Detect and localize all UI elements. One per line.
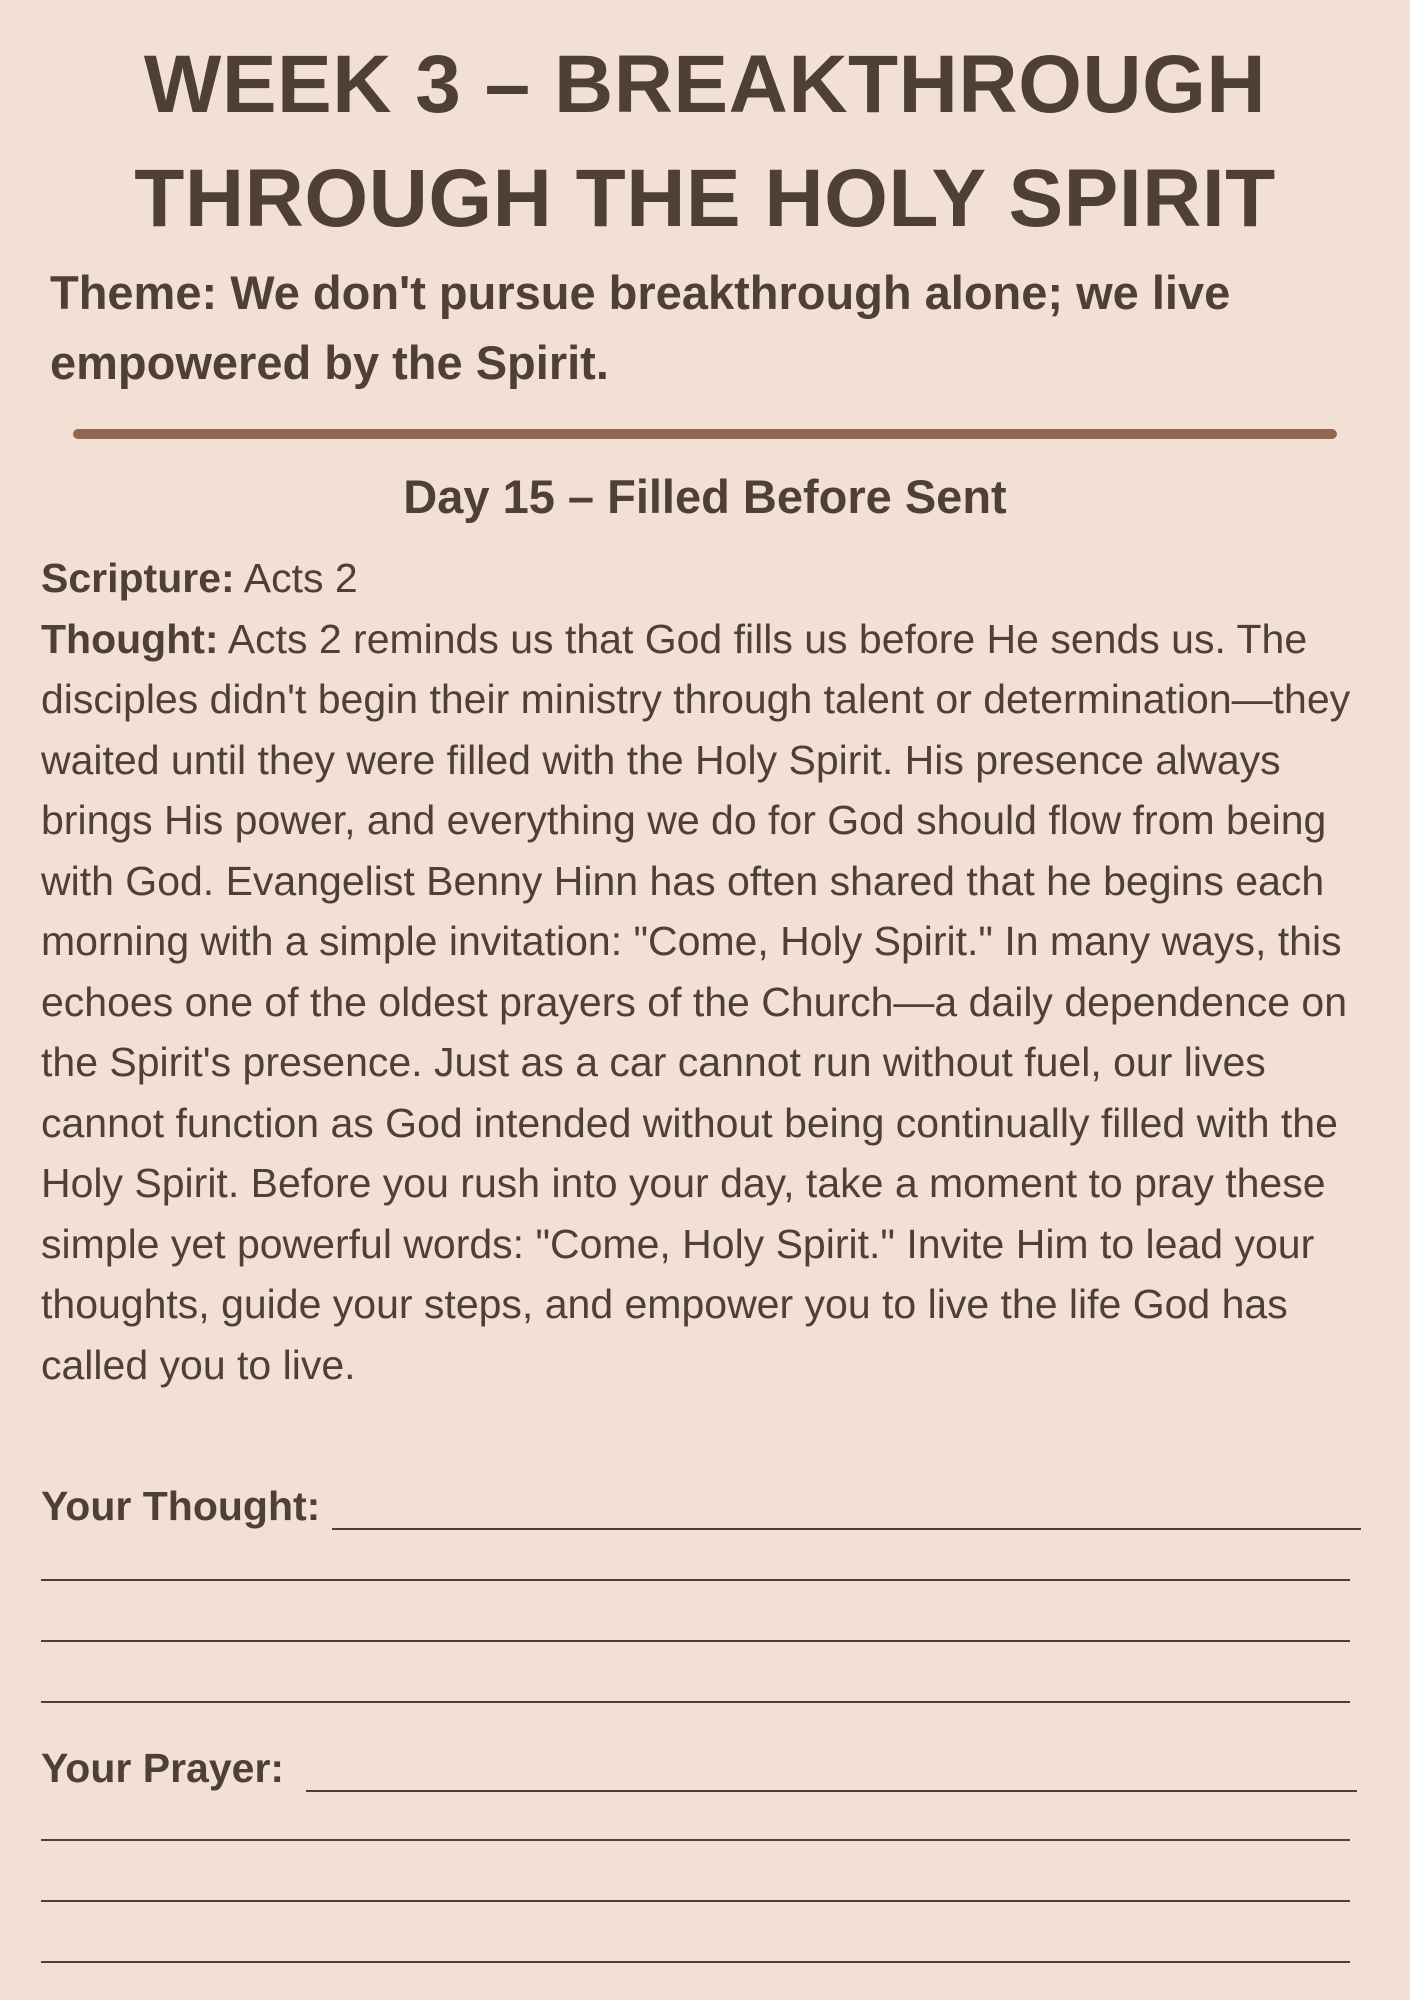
your-prayer-blank-line[interactable] bbox=[41, 1961, 1350, 1963]
theme-label: Theme: bbox=[50, 266, 218, 319]
your-prayer-row bbox=[41, 1732, 1357, 1792]
scripture-reference: Acts 2 bbox=[243, 555, 358, 601]
thought-paragraph bbox=[41, 609, 1371, 1396]
theme-text: We don't pursue breakthrough alone; we live empowered by the Spirit. bbox=[50, 266, 1231, 389]
theme-statement bbox=[50, 258, 1350, 398]
devotional-body bbox=[41, 548, 1371, 1395]
section-divider bbox=[73, 429, 1337, 439]
day-title: Day 15 – Filled Before Sent bbox=[403, 470, 1007, 523]
your-thought-blank-line[interactable] bbox=[41, 1640, 1350, 1642]
your-prayer-input-line[interactable] bbox=[306, 1742, 1357, 1792]
your-prayer-blank-line[interactable] bbox=[41, 1900, 1350, 1902]
title-line-2: THROUGH THE HOLY SPIRIT bbox=[134, 153, 1276, 244]
scripture-label: Scripture: bbox=[41, 555, 235, 601]
your-thought-blank-line[interactable] bbox=[41, 1701, 1350, 1703]
your-thought-blank-line[interactable] bbox=[41, 1579, 1350, 1581]
your-prayer-blank-line[interactable] bbox=[41, 1839, 1350, 1841]
your-thought-input-line[interactable] bbox=[332, 1480, 1361, 1530]
thought-text: Acts 2 reminds us that God fills us before He sends us. The disciples didn't begin their ministry through talent or determination—they waited until they were filled with the Holy Spirit. His presence always brings His power, and everything we do for God should flow from being with God. Evangelist Benny Hinn has often shared that he begins each morning with a simple invitation: "Come, Holy Spirit." In many ways, this echoes one of the oldest prayers of the Church—a daily dependence on the Spirit's presence. Just as a car cannot run without fuel, our lives cannot function as God intended without being continually filled with the Holy Spirit. Before you rush into your day, take a moment to pray these simple yet powerful words: "Come, Holy Spirit." Invite Him to lead your thoughts, guide your steps, and empower you to live the life God has called you to live. bbox=[41, 615, 1351, 1388]
your-prayer-label: Your Prayer: bbox=[41, 1745, 285, 1791]
your-thought-label: Your Thought: bbox=[41, 1483, 321, 1529]
title-line-1: WEEK 3 – BREAKTHROUGH bbox=[143, 39, 1267, 130]
your-thought-row bbox=[41, 1470, 1361, 1530]
scripture-line bbox=[41, 548, 1371, 609]
page-title bbox=[40, 28, 1370, 256]
thought-label: Thought: bbox=[41, 615, 219, 662]
